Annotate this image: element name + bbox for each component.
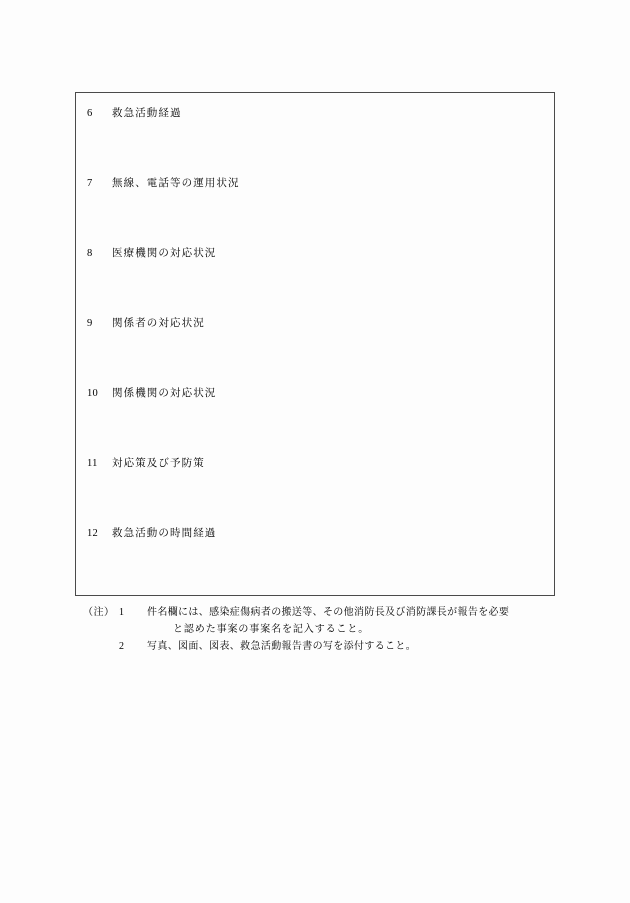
form-table (75, 92, 555, 596)
row-number: 8 (87, 248, 93, 259)
row-number: 10 (87, 388, 99, 399)
row-label: 対応策及び予防策 (112, 458, 205, 469)
note-text: 件名欄には、感染症傷病者の搬送等、その他消防長及び消防課長が報告を必要 (147, 607, 510, 618)
note-index: 1 (119, 607, 124, 618)
row-label: 関係者の対応状況 (112, 318, 205, 329)
row-number: 9 (87, 318, 93, 329)
note-item (75, 638, 575, 655)
row-number: 6 (87, 108, 93, 119)
notes-label: （注） (83, 607, 115, 618)
note-index: 2 (119, 641, 124, 652)
table-row (76, 373, 554, 443)
table-row (76, 513, 554, 583)
note-text: 写真、図面、図表、救急活動報告書の写を添付すること。 (147, 641, 417, 652)
table-row (76, 303, 554, 373)
note-continuation: と認めた事案の事案名を記入すること。 (173, 624, 370, 635)
row-number: 11 (87, 458, 98, 469)
row-label: 救急活動経過 (112, 108, 182, 119)
table-row (76, 163, 554, 233)
note-item (75, 604, 575, 621)
row-number: 7 (87, 178, 93, 189)
row-label: 関係機関の対応状況 (112, 388, 217, 399)
table-row (76, 233, 554, 303)
notes-section (75, 604, 575, 655)
row-label: 救急活動の時間経過 (112, 528, 217, 539)
row-number: 12 (87, 528, 99, 539)
table-row (76, 443, 554, 513)
row-label: 医療機関の対応状況 (112, 248, 217, 259)
row-label: 無線、電話等の運用状況 (112, 178, 240, 189)
table-row (76, 93, 554, 163)
